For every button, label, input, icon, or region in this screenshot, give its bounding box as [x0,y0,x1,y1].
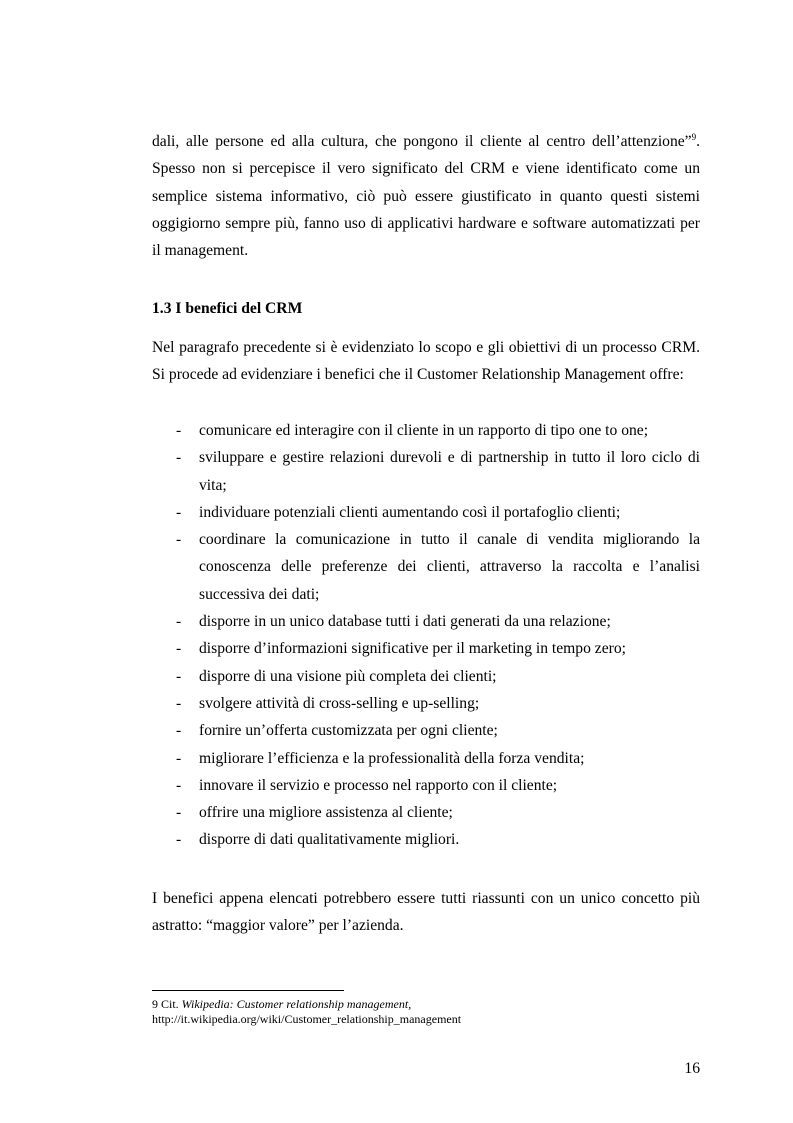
footnote-number: 9 [152,997,158,1011]
list-item [0,635,793,662]
list-dash: - [176,640,182,658]
list-dash: - [176,722,182,740]
list-item-text: disporre in un unico database tutti i dati generati da una relazione; [199,613,611,631]
list-item [0,690,793,717]
list-dash: - [176,503,182,521]
list-item-text: individuare potenziali clienti aumentando così il portafoglio clienti; [199,503,621,521]
footnote-title-suffix: , [408,997,412,1011]
footnote-separator [152,990,344,991]
list-dash: - [176,776,182,794]
list-item-text: innovare il servizio e processo nel rapporto con il cliente; [199,776,558,794]
list-item [0,663,793,690]
footnote-title: Wikipedia: Customer relationship management [181,997,409,1011]
benefits-list [0,417,793,854]
list-dash: - [176,422,182,439]
list-item [0,799,793,826]
list-item [0,608,793,635]
list-item-text: migliorare l’efficienza e la professionalità della forza vendita; [199,749,585,767]
footnote [152,997,461,1027]
paragraph-1-text: dali, alle persone ed alla cultura, che pongono il cliente al centro dell’attenzione” [152,133,692,150]
list-dash: - [176,831,182,849]
footnote-reference[interactable]: 9 [691,132,697,142]
list-item-text: fornire un’offerta customizzata per ogni cliente; [199,722,498,740]
list-item-text: disporre di dati qualitativamente migliori. [199,831,460,849]
list-item-text: svolgere attività di cross-selling e up-selling; [199,694,480,712]
footnote-prefix: Cit. [161,997,179,1011]
list-item [0,526,793,608]
paragraph-2: Nel paragrafo precedente si è evidenziato lo scopo e gli obiettivi di un processo CRM. Si procede ad evidenziare i benefici che il Customer Relationship Management offre: [152,339,700,384]
list-dash: - [176,613,182,631]
paragraph-1-continuation: . Spesso non si percepisce il vero significato del CRM e viene identificato come un semplice sistema informativo, ciò può essere giustificato in quanto questi sistemi oggigiorno sempre più, fanno uso di applicativi hardware e software automatizzati per il management. [152,133,700,260]
list-dash: - [176,531,182,549]
list-item [0,826,793,853]
list-dash: - [176,667,182,685]
paragraph-1 [152,128,700,264]
list-item [0,444,793,499]
list-dash: - [176,804,182,822]
list-dash: - [176,749,182,767]
list-dash: - [176,449,182,467]
list-item [0,417,793,444]
page-number: 16 [684,1060,700,1077]
footnote-url[interactable]: http://it.wikipedia.org/wiki/Customer_relationship_management [152,1012,462,1026]
list-item-text: disporre d’informazioni significative per il marketing in tempo zero; [199,640,626,658]
list-item-text: coordinare la comunicazione in tutto il canale di vendita migliorando la conoscenza delle preferenze dei clienti, attraverso la raccolta e l’analisi successiva dei dati; [199,531,700,603]
section-heading: 1.3 I benefici del CRM [152,300,303,317]
list-item [0,499,793,526]
list-item-text: disporre di una visione più completa dei clienti; [199,667,497,685]
paragraph-3: I benefici appena elencati potrebbero essere tutti riassunti con un unico concetto più astratto: “maggior valore” per l’azienda. [152,890,700,935]
list-dash: - [176,694,182,712]
list-item [0,717,793,744]
list-item-text: offrire una migliore assistenza al cliente; [199,804,453,822]
list-item [0,772,793,799]
list-item [0,745,793,772]
list-item-text: sviluppare e gestire relazioni durevoli e di partnership in tutto il loro ciclo di vita; [199,449,700,494]
list-item-text: comunicare ed interagire con il cliente in un rapporto di tipo one to one; [199,422,649,439]
